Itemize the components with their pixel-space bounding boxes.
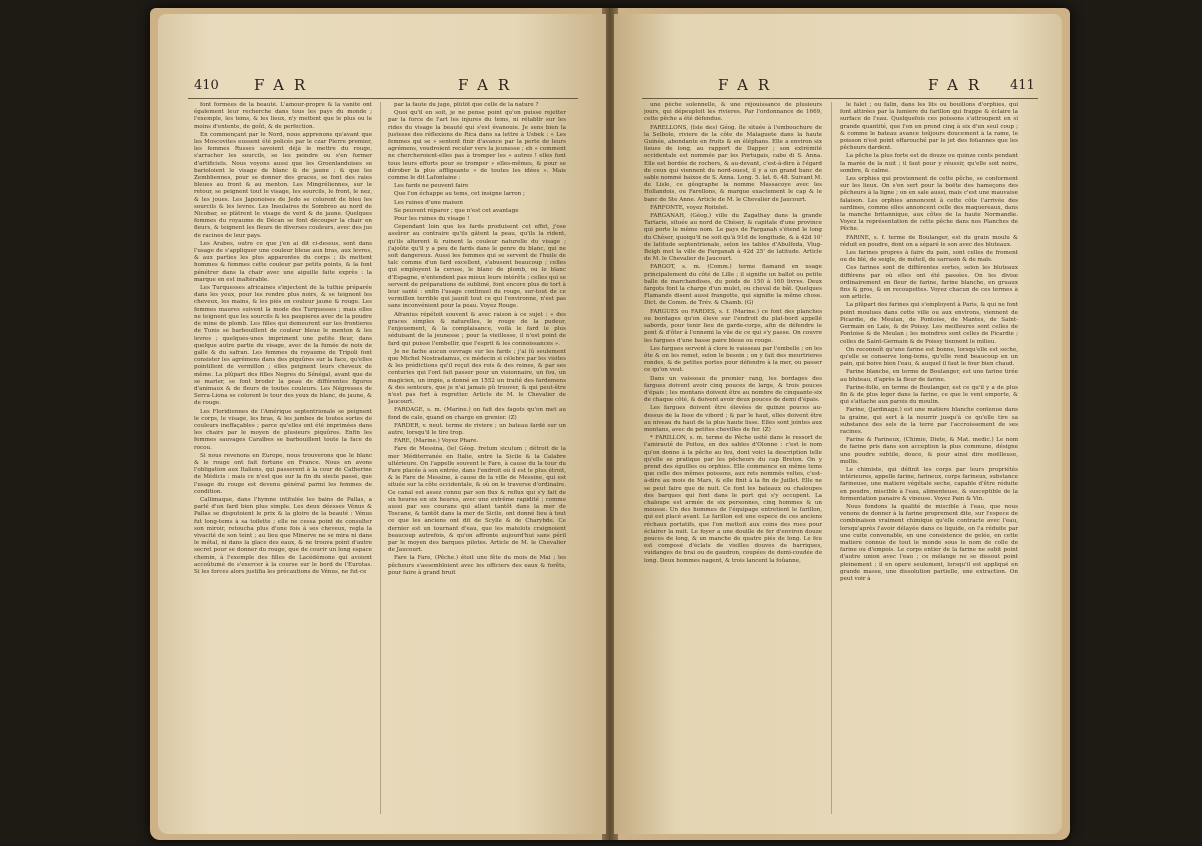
paragraph: Nous fondons la qualité de miscible à l'eau, que nous venons de donner à la farine proprement dite, sur l'espece de combinaison vraiment chimique qu'elle contracte avec l'eau, lorsqu'après l'avoir délayée dans ce liquide, on l'a réduite par une cuite convenable, en une consistence de gelée, en cette matiere connue de tout le monde sous le nom de colle de farine ou d'empois. Le corps entier de la farine ne subit point d'autre union avec l'eau ; ce mélange ne se dissout point pleinement ; il en opere seulement, lorsqu'il est appliqué en grande masse, une dissolution partielle, une extraction. On peut voir à <box>840 503 1018 582</box>
left-running-head <box>158 76 606 100</box>
paragraph: Les orphies qui proviennent de cette pêche, se conforment sur les lieux. On s'en sert pour la boëte des hameçons des pêcheurs à la ligne ; on en sale aussi, mais c'est une mauvaise falaison. Les orphies annoncent à cette côte l'arrivée des sardines, comme elles annoncent celle des maquereaux, dans la manche britannique, aux côtes de la haute Normandie. Voyez la représentation de cette pêche dans nos Planches de Pêche. <box>840 176 1018 233</box>
paragraph: Farine, (Jardinage.) est une matiere blanche contenue dans la graine, qui sert à la nourrir jusqu'à ce qu'elle tire sa substance des sels de la terre par l'accroissement de ses racines. <box>840 407 1018 435</box>
paragraph: FARFONTE, voyez Roitelet. <box>650 204 729 211</box>
paragraph: FARE, (Marine.) Voyez Phare. <box>394 438 479 445</box>
paragraph: Les Turquesses africaines s'injectent de la tuthie préparée dans les yeux, pour les rendre plus noirs, & se teignent les cheveux, les mains, & les piés en couleur jaune & rouge. Les femmes maures suivent la mode des Turquesses ; mais elles ne teignent que les sourcils & les paupieres avec de la poudre de mine de plomb. Les filles qui demeurent sur les frontieres de Tunis se barbouillent de couleur bleue le menton & les levres ; quelques-unes impriment une petite fleur, dans quelque autre partie du visage, avec de la fumée de noix de galle & du safran. Les femmes du royaume de Tripoli font consister les agrémens dans des piquûres sur la face, qu'elles pointillent de vermillon ; elles peignent leurs cheveux de même. La plûpart des filles Negres du Sénégal, avant que de se marier, se font broder la peau de différentes figures d'animaux & de fleurs de toutes couleurs. Les Négresses de Serra-Liona se colorent le tour des yeux de blanc, de jaune, & de rouge. <box>194 285 372 407</box>
text-column <box>388 102 566 822</box>
text-column <box>644 102 822 822</box>
paragraph: Se peuvent réparer ; que n'est cet avantage <box>394 207 519 214</box>
paragraph: Farine & Farineux, (Chimie, Diete, & Mat. medic.) Le nom de farine pris dans son acception la plus commune, désigne une poudre subtile, douce, & pour ainsi dire moëlleuse, mollis. <box>840 437 1018 465</box>
paragraph: Les fargues servent à clore le vaisseau par l'embelle ; on les ôte & on les remet, selon le besoin ; on y fait des meurtrieres rondes, & de petites portes pour défendre à la mer, ou passer ce qu'on veut. <box>644 345 822 374</box>
page-number: 410 <box>194 78 219 93</box>
open-book <box>150 8 1070 840</box>
paragraph: FARGOT, s. m. (Comm.) terme flamand en usage principalement du côté de Lille ; il signifie un ballot ou petite balle de marchandises, du poids de 150 à 160 livres. Deux fargots font la charge d'un mulet, ou cheval de bât. Quelques Flamands disent aussi frangotte, qui signifie la même chose. Dict. de Comm. de Trév. & Chamb. (G) <box>644 264 822 307</box>
paragraph: une pêche solennelle, & une réjouissance de plusieurs jours, qui dépeuploit les rivieres. Par l'ordonnance de 1669, cette pêche a été défendue. <box>644 102 822 123</box>
head-word-right: FAR <box>458 76 520 94</box>
paragraph: FARDAGE, s. m. (Marine.) on fait des fagots qu'on met au fond de cale, quand on charge en grenier. (Z) <box>388 407 566 421</box>
head-rule <box>642 98 1038 99</box>
text-column <box>194 102 372 822</box>
column-divider <box>831 102 832 814</box>
head-word-right: FAR <box>928 76 990 94</box>
paragraph: Les Arabes, outre ce que j'en ai dit ci-dessus, sont dans l'usage de s'appliquer une couleur bleue aux bras, aux levres, & aux parties les plus apparentes du corps ; ils mettent hommes & femmes cette couleur par petits points, & la font pénétrer dans la chair avec une aiguille faite exprès : la marque en est inaltérable. <box>194 240 372 283</box>
paragraph: FARGANAH, (Géog.) ville du Zagathay dans la grande Tartarie, située au nord de Chéser, & capitale d'une province qui porte le même nom. Le pays de Farganah s'étend le long du Chéser, quoiqu'il ne soit qu'à 91d de longitude, & à 42d 10' de latitude septentrionale, selon les tables d'Abulfeda, Vlug-Beigh met la ville de Farganah à 42d 25' de latitude. Article de M. le Chevalier de Jaucourt. <box>644 213 822 263</box>
paragraph: Ces farines sont de différentes sortes, selon les bluteaux différens par où elles ont été passées. On les divise ordinairement en fleur de farine, farine blanche, en gruaux fins & gros, & en recoupettes. Voyez chacun de ces termes à son article. <box>840 265 1018 301</box>
column-divider <box>380 102 381 814</box>
paragraph: Je ne fache aucun ouvrage sur les fards ; j'ai lû seulement que Michel Nostradamus, ce médecin si célebre par les visites & les prédictions qu'il reçut des rois & des reines, & par ses centuries qui l'ont fait passer pour un visionnaire, un fou, un magicien, un impie, a donné en 1552 un traité des fardemens & des senteurs, que je n'ai jamais pû trouver, & qui peut-être n'est pas fort à regretter. Article de M. le Chevalier de Jaucourt. <box>388 348 566 406</box>
paragraph: Afranius répétoit souvent & avec raison à ce sujet : « des graces simples & naturelles, le rouge de la pudeur, l'enjouement, & la complaisance, voilà le fard le plus séduisant de la jeunesse ; pour la vieillesse, il n'est point de fard qui puisse l'embellir, que l'esprit & les connoissances ». <box>388 311 566 347</box>
paragraph: FARDER, v. neut. terme de riviere ; un bateau fardé sur un autre, lorsqu'il le tire trop. <box>388 422 566 436</box>
paragraph: Cependant loin que les fards produisent cet effet, j'ose assûrer au contraire qu'ils gâtent la peau, qu'ils la rident, qu'ils alterent & ruinent la couleur naturelle du visage ; j'ajoûte qu'il y a peu de fards dans le genre du blanc, qui ne soit dangereux. Aussi les femmes qui se servent de l'huile de talc comme d'un fard excellent, s'abusent beaucoup ; celles qui employent la ceruse, le blanc de plomb, ou le blanc d'Espagne, n'entendent pas mieux leurs intérêts ; celles qui se servent de préparations de sublimé, font encore plus de tort à leur santé : enfin l'usage continuel du rouge, sur-tout de ce vermillon terrible qui jaunit tout ce qui l'environne, n'est pas sans inconvénient pour la peau. Voyez Rouge. <box>388 224 566 310</box>
paragraph: Les ruines d'une maison <box>394 199 463 206</box>
paragraph: Fare la Fare, (Pêche.) étoit une fête du mois de Mai ; les pêcheurs s'assembloient avec les officiers des eaux & forêts, pour faire à grand bruit <box>388 555 566 576</box>
paragraph: La plûpart des farines qui s'employent à Paris, & qui ne font point moulues dans cette ville ou aux environs, viennent de Picardie, de Meulan, de Pontoise, de Mantes, de Saint-Germain en Laie, & de Poissy. Les meilleures sont celles de Pontoise & de Meulan ; les moindres sont celles de Picardie ; celles de Saint-Germain & de Poissy tiennent le milieu. <box>840 302 1018 345</box>
paragraph: FARINE, s. f. terme de Boulanger, est du grain moulu & réduit en poudre, dont on a séparé le son avec des bluteaux. <box>840 234 1018 248</box>
paragraph: le falet ; ou falin, dans les lits ou bouillons d'orphies, qui font attirées par la lumiere du farillon qui frappe & éclaire la surface de l'eau. Quelquefois ces poissons s'attroupent en si grande quantité, que l'on en prend cinq à six d'un seul coup ; & comme le bateau avance toûjours doucement à la rame, le poisson n'est point effarouché par le jet des foüannes que les pêcheurs dardent. <box>840 102 1018 152</box>
paragraph: Callimaque, dans l'hymne intitulée les bains de Pallas, a parlé d'un fard bien plus simple. Les deux déesses Vénus & Pallas se disputoient le prix & la gloire de la beauté : Vénus fut long-tems à sa toilette ; elle ne cessa point de consulter son miroir, retoucha plus d'une fois à ses cheveux, regla la vivacité de son teint ; au lieu que Minerve ne se mira ni dans le métal, ni dans la glace des eaux, & ne trouva point d'autre secret pour se donner du rouge, que de courir un long espace chemin, à l'exemple des filles de Lacédémone qui avoient accoûtumé de s'exercer à la course sur le bord de l'Eurotas. Si les forces alors justifia les précautions de Vénus, ne fut-ce <box>194 496 372 575</box>
paragraph: FARELLONS, (Isle des) Géog. île située à l'embouchure de la Selbole, riviere de la côte de Malaguete dans la haute Guinée, abondante en fruits & en éléphans. Elle a environ six lieues de long, au rapport de Dapper ; son extrémité occidentale est nommée par les Portugais, cabo di S. Anna. Elle est bordée de rochers, & au-devant, c'est-à-dire à l'égard de ceux qui viennent du nord-ouest, il y a un grand banc de sable nommé baixos de S. Anna. Long. 5. lat. 6. 48. Suivant M. de Lisle, ce géographe la nomme Massacoye avec les Hollandois, ou Farellons, & marque exactement le cap & le banc de Ste Anne. Article de M. le Chevalier de Jaucourt. <box>644 124 822 203</box>
paragraph: La pêche la plus forte est de douze ou quinze cents pendant la marée de la nuit ; il faut pour y réussir, qu'elle soit noire, sombre, & calme. <box>840 153 1018 174</box>
paragraph: Les Floridiennes de l'Amérique septentrionale se peignent le corps, le visage, les bras, & les jambes de toutes sortes de couleurs ineffaçables ; parce qu'elles ont été imprimées dans les chairs par le moyen de plusieurs piquûres. Enfin les femmes sauvages Caraïbes se barbouillent toute la face de rocou. <box>194 408 372 451</box>
left-page <box>158 14 606 834</box>
head-rule <box>188 98 578 99</box>
paragraph: Farine blanche, en terme de Boulanger, est une farine tirée au bluteau, d'après la fleur de farine. <box>840 369 1018 383</box>
page-number: 411 <box>1010 78 1035 93</box>
paragraph: En commençant par le Nord, nous apprenons qu'avant que les Moscovites eussent été policés par le czar Pierre premier, les femmes Russes savoient déjà le mettre du rouge, s'arracher les sourcils, se les peindre ou s'en former d'artificiels. Nous voyons aussi que les Groenlandoises se barioloient le visage de blanc & de jaune ; & que les Zembliennes, pour se donner des graces, se font des raies bleues au front & au menton. Les Mingréliennes, sur le retour, se peignent tout le visage, les sourcils, le front, le nez, & les joues. Les Japonoises de Jedo se colorent de bleu les sourcils & les levres. Les Insulaires de Sombreo au nord de Nicobar, se plâtrent le visage de verd & de jaune. Quelques femmes du royaume de Décan se font découper la chair en fleurs, & teignent les fleurs de diverses couleurs, avec des jus de racines de leur pays. <box>194 131 372 239</box>
paragraph: Dans un vaisseau du premier rang, les bordages des fargues doivent avoir cinq pouces de large, & trois pouces d'épais ; les montans doivent être au nombre de cinquante-six de chaque côté, & doivent avoir deux pouces de demi d'épais. <box>644 375 822 404</box>
paragraph: Que l'on échappe au tems, cet insigne larron ; <box>394 191 525 198</box>
head-word-left: FAR <box>254 76 316 94</box>
right-running-head <box>614 76 1062 100</box>
paragraph: par la faute du juge, plûtôt que celle de la nature ? <box>394 102 539 108</box>
paragraph: Le chimiste, qui définit les corps par leurs propriétés intérieures, appelle farine, farineux, corps farineux, substance farineuse, une matiere végétale seche, capable d'être réduite en poudre, miscible à l'eau, alimenteuse, & susceptible de la fermentation panaire & vineuse. Voyez Pain & Vin. <box>840 466 1018 502</box>
paragraph: Quoi qu'il en soit, je ne pense point qu'on puisse rejetter par la force de l'art les injures du tems, ni rétablir sur les rides du visage la beauté qui s'est évanouie. Je sens bien la justesse des réflexions de Rica dans sa lettre à Usbek : « Les femmes qui se » sentent finir d'avance par la perte de leurs agrémens, voudroient reculer vers la jeunesse ; eh » comment ne chercheroient-elles pas à tromper les » autres ! elles font tous leurs efforts pour se tromper » elles-mêmes, & pour se dérober la plus affligeante » de toutes les idées ». Mais comme le dit Lafontaine : <box>388 110 566 182</box>
paragraph: Fare de Messina, (le) Géog. fretum siculum ; détroit de la mer Méditerranée en Italie, entre la Sicile & la Calabre ultérieure. On l'appelle souvent le Fare, à cause du la tour du Fare placée à son entrée, dans l'endroit où il est le plus étroit, & le Fare de Messine, à cause de la ville de Messine, qui est située sur la côte occidentale, & où on le traverse d'ordinaire. Ce canal est assez connu par son flux & reflux qui s'y fait de six heures en six heures, avec une extrême rapidité ; comme aussi par ses courans qui allant tantôt dans la mer de Toscane, & tantôt dans la mer de Sicile, ont donné lieu à tout ce que les anciens ont dit de Scylle & de Charybde. Ce dernier est un tournant d'eau, que les matelots craignoient beaucoup autrefois, & qu'on affronte aujourd'hui sans péril par le moyen des barques pilotes. Article de M. le Chevalier de Jaucourt. <box>388 446 566 554</box>
paragraph: Les fards ne peuvent faire <box>394 183 469 190</box>
paragraph: font formées de la beauté. L'amour-propre & la vanité ont également leur recherche dans tous les pays du monde ; l'exemple, les tems, & les lieux, n'y mettent que le plus ou le moins d'entente, de goût, & de perfection. <box>194 102 372 130</box>
text-column <box>840 102 1018 822</box>
paragraph: FARGUES ou FARDES, s. f. (Marine.) ce font des planches ou bordages qu'on éleve sur l'endroit du plat-bord appellé sabords, pour tenir lieu de garde-corps, afin de défendre le pont & d'ôter à l'ennemi la vûe de ce qui s'y passe. On couvre les fargues d'une basse paire bleue ou rouge. <box>644 308 822 344</box>
paragraph: * FARILLON, s. m. terme de Pêche usité dans le ressort de l'amirauté de Poitou, en des sables d'Olonne : c'est le nom qu'on donne à la pêche au feu, dont voici la description telle qu'elle se pratique par les pêcheurs du cap Breton. On y prend des éguilles ou orphies. Elle commence en même tems que celle des mêmes poissons, aux rets nommés veltes, c'est-à-dire au mois de Mars, & elle finit à la fin de Juillet. Elle ne se peut faire que de nuit. Ce font les bateaux ou chaloupes des barques qui font dans le port qui s'y occupent. La chaloupe est armée de six personnes, cinq hommes & un mousse. Un des hommes de l'équipage entretient le farillon, qui est placé avant. Le farillon est une espece de ces anciens réchaux portatifs, que l'on mettoit aux coins des rues pour éclairer la nuit. Le foyer a une douille de fer d'environ douze pouces de long, & un manche de quatre piés de long. Le feu est composé d'éclats de vieilles douves de barriques, vuidanges de brai ou de gaudron, coupées de demi-coudée de long. Deux hommes nagent, & trois lancent la foûanne, <box>644 435 822 564</box>
right-page <box>614 14 1062 834</box>
paragraph: Si nous revenons en Europe, nous trouverons que le blanc & le rouge ont fait fortune en France. Nous en avons l'obligation aux Italiens, qui passerent à la cour de Catherine de Médicis : mais ce n'est que sur la fin du siecle passé, que l'usage du rouge est devenu général parmi les femmes de condition. <box>194 452 372 495</box>
paragraph: On reconnoît qu'une farine est bonne, lorsqu'elle est seche, qu'elle se conserve long-tems, qu'elle rend beaucoup en un pain, qui boive bien l'eau, & auquel il faut le four bien chaud. <box>840 346 1018 368</box>
paragraph: Farine-folle, en terme de Boulanger, est ce qu'il y a de plus fin & de plus leger dans la farine, ce que le vent emporte, & qui s'attache aux parois du moulin. <box>840 384 1018 406</box>
paragraph: Les farines propres à faire du pain, sont celles de froment ou de blé, de seigle, de méteil, de sarrasin & de maïs. <box>840 250 1018 264</box>
paragraph: Les fargues doivent être élevées de quinze pouces au-dessus de la lisse de vibord ; & par le haut, elles doivent être au niveau du haut de la plus haute lisse. Elles sont jointes aux montans, avec de petites chevilles de fer. (Z) <box>644 405 822 433</box>
paragraph: Pour les ruines du visage ! <box>394 216 470 223</box>
head-word-left: FAR <box>718 76 780 94</box>
